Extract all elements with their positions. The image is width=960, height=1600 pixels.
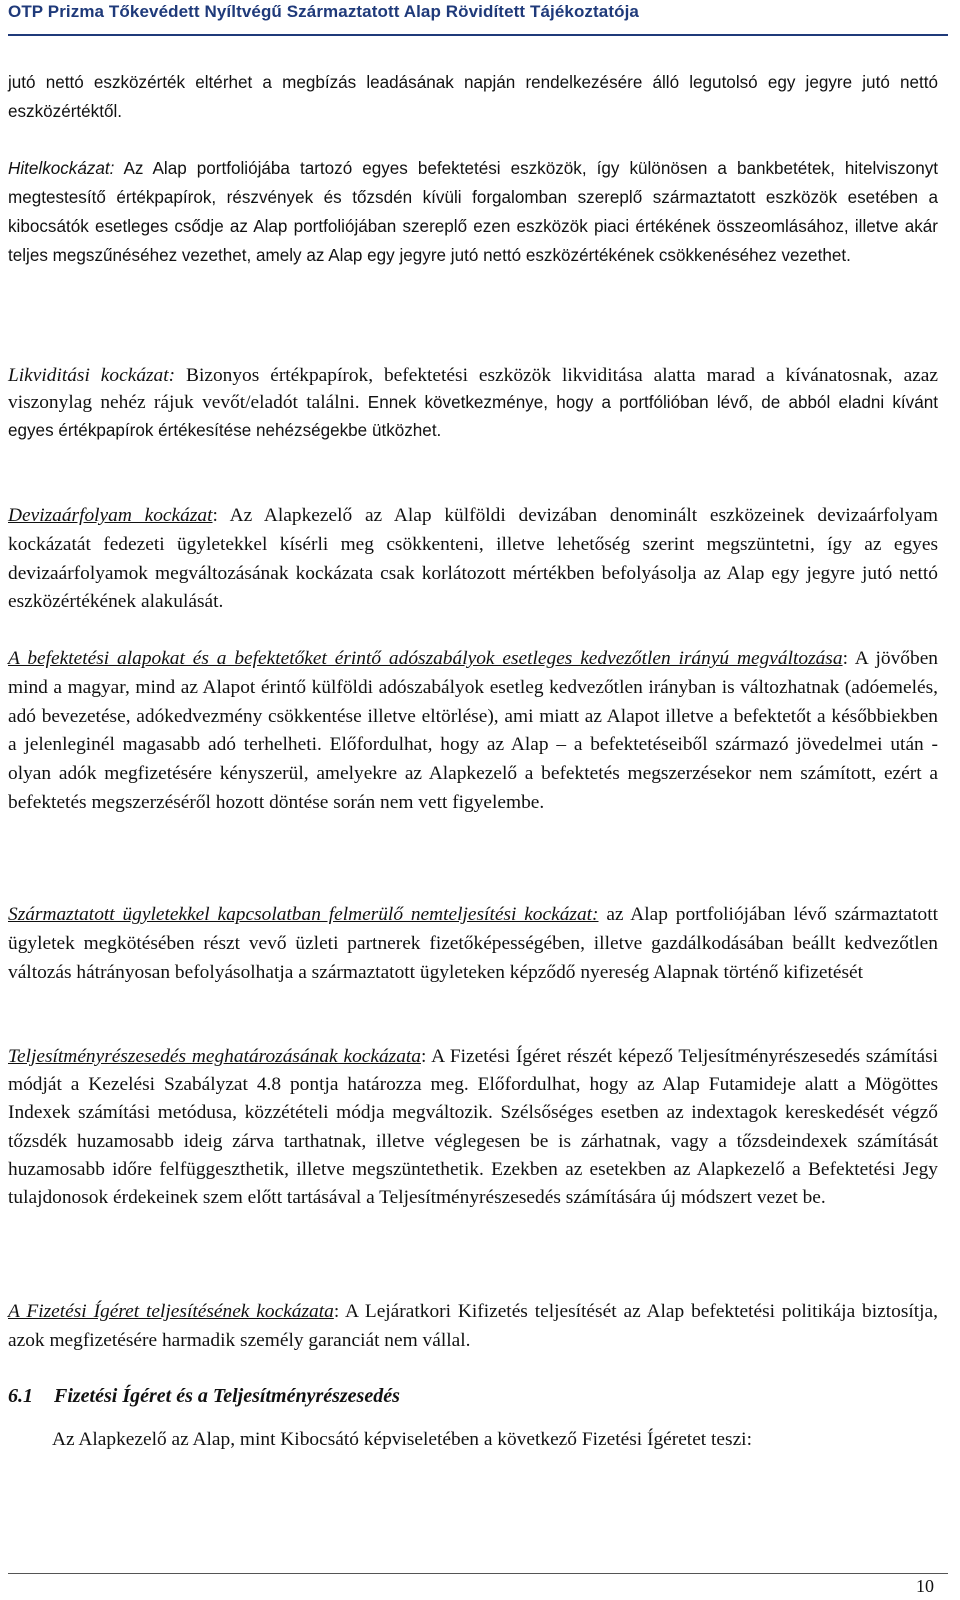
- paragraph-lead: Származtatott ügyletekkel kapcsolatban felmerülő nemteljesítési kockázat:: [8, 904, 599, 925]
- paragraph-credit-risk: [8, 154, 938, 270]
- paragraph-lead: Teljesítményrészesedés meghatározásának kockázata: [8, 1046, 421, 1067]
- paragraph-lead: A befektetési alapokat és a befektetőket érintő adószabályok esetleges kedvezőtlen irányú megváltozása: [8, 648, 843, 669]
- paragraph-text: : A Lejáratkori Kifizetés teljesítését az Alap befektetési politikája biztosítja, azok megfizetésére harmadik személy garanciát nem vállal.: [8, 1301, 938, 1351]
- running-header: OTP Prizma Tőkevédett Nyíltvégű Származtatott Alap Rövidített Tájékoztatója: [8, 2, 639, 21]
- footer-divider: [8, 1573, 948, 1574]
- section-title: Fizetési Ígéret és a Teljesítményrészesedés: [54, 1385, 400, 1407]
- paragraph-lead: A Fizetési Ígéret teljesítésének kockázata: [8, 1301, 334, 1322]
- paragraph-counterparty-risk: [8, 901, 938, 987]
- paragraph-text: jutó nettó eszközérték eltérhet a megbízás leadásának napján rendelkezésére álló legutolsó egy jegyre jutó nettó eszközértéktől.: [8, 73, 938, 121]
- paragraph-text: Az Alap portfoliójába tartozó egyes befektetési eszközök, így különösen a bankbetétek, hitelviszonyt megtestesítő értékpapírok, részvények és tőzsdén kívüli forgalomban szereplő származtatott eszközök esetében a kibocsátók esetleges csődje az Alap portfoliójában szereplő ezen eszközök piaci értékének összeomlásához, illetve akár teljes megszűnéséhez vezethet, amely az Alap egy jegyre jutó nettó eszközértékének csökkenéséhez vezethet.: [8, 159, 938, 265]
- paragraph-lead: Likviditási kockázat:: [8, 365, 176, 386]
- paragraph-lead: Devizaárfolyam kockázat: [8, 505, 213, 526]
- paragraph-text-continued: Ennek következménye, hogy a portfólióban lévő, de abból eladni kívánt egyes értékpapírok értékesítése nehézségekbe ütközhet.: [8, 393, 938, 440]
- paragraph-text: az Alap portfoliójában lévő származtatott ügyletek megkötésében részt vevő üzleti partnerek fizetőképességében, illetve gazdálkodásában beállt kedvezőtlen változás hátrányosan befolyásolhatja a származtatott ügyleteken képződő nyereség Alapnak történő kifizetését: [8, 904, 939, 983]
- paragraph-text: Az Alapkezelő az Alap, mint Kibocsátó képviseletében a következő Fizetési Ígéretet teszi:: [52, 1429, 752, 1450]
- paragraph-text: : A Fizetési Ígéret részét képező Teljesítményrészesedés számítási módját a Kezelési Szabályzat 4.8 pontja határozza meg. Előfordulhat, hogy az Alap Futamideje alatt a Mögöttes Indexek számítási metódusa, közzétételi módja megváltozik. Szélsőséges esetben az indextagok kereskedését végző tőzsdék huzamosabb ideig zárva tarthatnak, illetve véglegesen be is zárhatnak, vagy a tőzsdeindexek számítását huzamosabb időre felfüggeszthetik, illetve megszüntethetik. Ezekben az esetekben az Alapkezelő a Befektetési Jegy tulajdonosok érdekeinek szem előtt tartásával a Teljesítményrészesedés számítására új módszert vezet be.: [8, 1046, 938, 1209]
- section-body: [52, 1426, 936, 1455]
- section-heading: [8, 1385, 400, 1408]
- paragraph-text: : Az Alapkezelő az Alap külföldi devizában denominált eszközeinek devizaárfolyam kockázatát fedezeti ügyletekkel kísérli meg csökkenteni, illetve lehetőség szerint megszüntetni, így az egyes devizaárfolyamok megváltozásának kockázata csak korlátozott mértékben befolyásolja az Alap egy jegyre jutó nettó eszközértékének alakulását.: [8, 505, 938, 613]
- page-number: 10: [916, 1576, 934, 1596]
- section-number: 6.1: [8, 1385, 33, 1407]
- paragraph-text: Bizonyos értékpapírok, befektetési eszközök likviditása alatta marad a kívánatosnak, azaz viszonylag nehéz rájuk vevőt/eladót találni.: [8, 365, 939, 414]
- paragraph-performance-share-risk: [8, 1043, 938, 1212]
- paragraph-text: : A jövőben mind a magyar, mind az Alapot érintő külföldi adószabályok esetleg kedvezőtlen irányban is változhatnak (adóemelés, adó bevezetése, adókedvezmény csökkentése illetve eltörlése), ami miatt az Alapot illetve a befektetőt a későbbiekben a jelenleginél magasabb adó terhelheti. Előfordulhat, hogy az Alap – a befektetéseiből származó jövedelmei után - olyan adók megfizetésére kényszerül, amelyekre az Alapkezelő a befektetés megszerzésekor nem számított, ezért a befektetés megszerzéséről hozott döntése során nem vett figyelembe.: [8, 648, 939, 813]
- paragraph-tax-risk: [8, 645, 938, 818]
- paragraph-fx-risk: [8, 502, 938, 617]
- paragraph-liquidity-risk: [8, 362, 938, 444]
- header-divider: [8, 34, 948, 36]
- paragraph-payment-promise-risk: [8, 1298, 938, 1356]
- paragraph-nav-continuation: [8, 68, 938, 126]
- paragraph-lead: Hitelkockázat:: [8, 159, 115, 178]
